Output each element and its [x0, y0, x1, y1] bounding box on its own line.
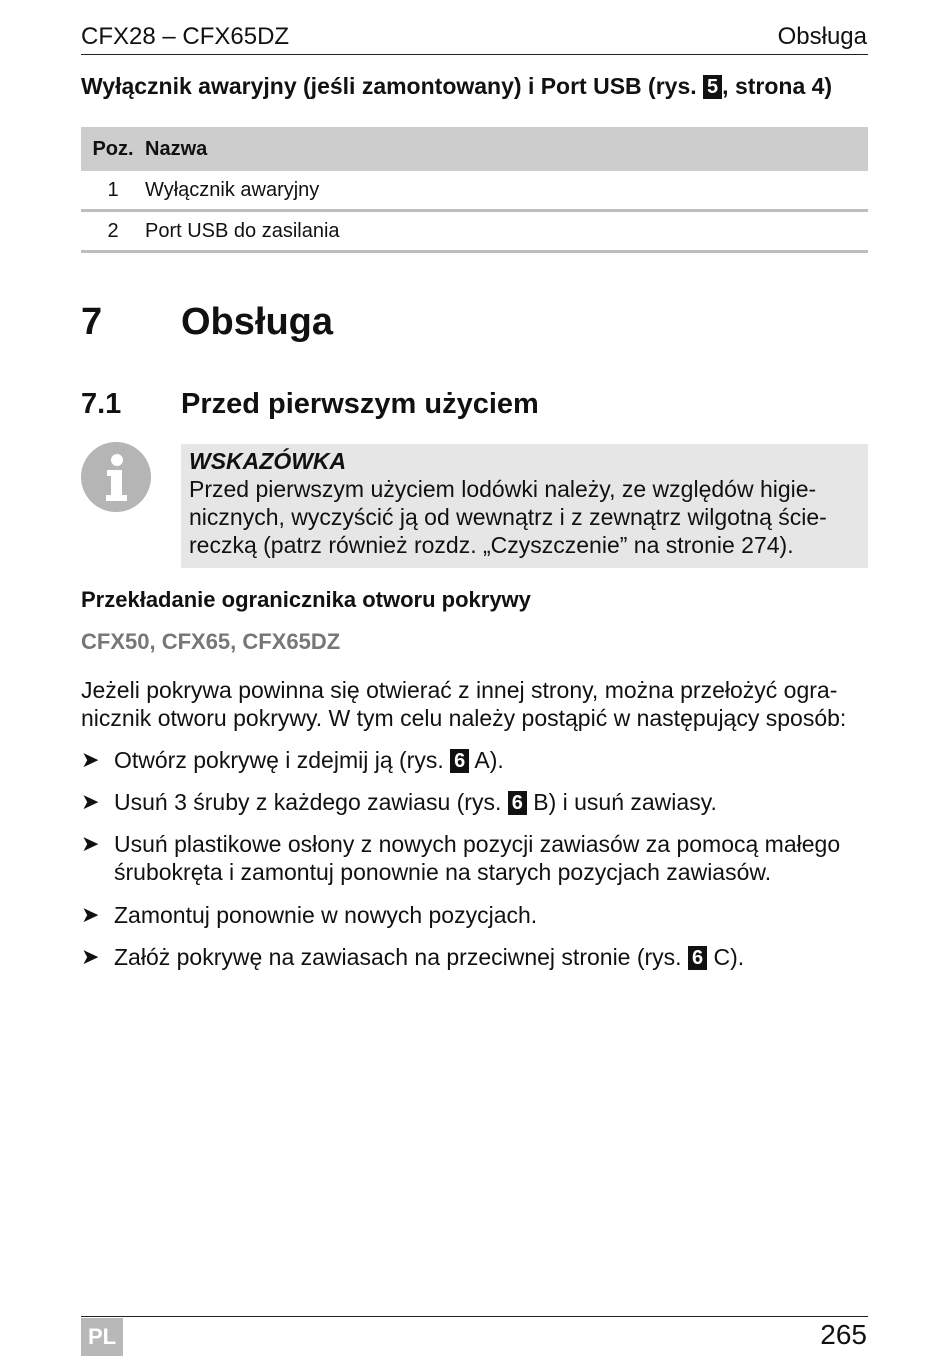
- applicable-models: CFX50, CFX65, CFX65DZ: [81, 629, 341, 654]
- step-arrow-icon: ➤: [81, 902, 100, 927]
- subsection-title: Przed pierwszym użyciem: [181, 388, 539, 420]
- step-arrow-icon: ➤: [81, 789, 100, 814]
- parts-table: [81, 127, 868, 253]
- col-header-pos: Poz.: [81, 127, 145, 171]
- caption-text-start: Wyłącznik awaryjny (jeśli zamontowany) i Port USB (rys.: [81, 73, 704, 99]
- intro-line: Jeżeli pokrywa powinna się otwierać z innej strony, można przełożyć ogra-: [81, 677, 838, 703]
- step-text: Usuń 3 śruby z każdego zawiasu (rys.: [114, 789, 508, 815]
- running-header-title: CFX28 – CFX65DZ: [81, 23, 290, 50]
- step-arrow-icon: ➤: [81, 747, 100, 772]
- procedure-heading: Przekładanie ogranicznika otworu pokrywy: [81, 587, 531, 612]
- table-header-row: [81, 127, 868, 171]
- cell-pos: 2: [81, 211, 145, 252]
- figure-ref-badge: 6: [688, 946, 707, 970]
- step-text: Załóż pokrywę na zawiasach na przeciwnej stronie (rys.: [114, 944, 688, 970]
- subsection-number: 7.1: [81, 388, 122, 420]
- info-icon: [81, 442, 151, 512]
- step-arrow-icon: ➤: [81, 831, 100, 856]
- note-line: reczką (patrz również rozdz. „Czyszczenie” na stronie 274).: [189, 532, 794, 558]
- figure-ref-badge: 6: [508, 791, 527, 815]
- col-header-name: Nazwa: [145, 127, 868, 171]
- table-row: [81, 171, 868, 211]
- page-number: 265: [820, 1319, 867, 1350]
- footer-rule: [81, 1316, 868, 1317]
- header-rule: [81, 54, 868, 55]
- note-line: Przed pierwszym użyciem lodówki należy, ze względów higie-: [189, 476, 817, 502]
- step-5: [114, 943, 744, 971]
- step-text: A).: [469, 747, 504, 773]
- step-1: [114, 746, 504, 774]
- step-3-line-2: śrubokręta i zamontuj ponownie na starych pozycjach zawiasów.: [114, 859, 772, 885]
- figure-ref-badge: 6: [450, 749, 469, 773]
- step-text: C).: [707, 944, 745, 970]
- cell-name: Port USB do zasilania: [145, 211, 868, 252]
- step-3-line-1: Usuń plastikowe osłony z nowych pozycji zawiasów za pomocą małego: [114, 831, 841, 857]
- note-line: nicznych, wyczyścić ją od wewnątrz i z zewnątrz wilgotną ście-: [189, 504, 827, 530]
- step-text: Otwórz pokrywę i zdejmij ją (rys.: [114, 747, 451, 773]
- intro-line: nicznik otworu pokrywy. W tym celu należy postąpić w następujący sposób:: [81, 705, 847, 731]
- step-arrow-icon: ➤: [81, 944, 100, 969]
- figure-ref-badge: 5: [703, 75, 722, 99]
- step-text: B) i usuń zawiasy.: [526, 789, 717, 815]
- step-4: Zamontuj ponownie w nowych pozycjach.: [114, 902, 538, 928]
- caption-text-end: , strona 4): [722, 73, 833, 99]
- note-title: WSKAZÓWKA: [189, 448, 347, 474]
- table-row: [81, 211, 868, 252]
- step-2: [114, 788, 717, 816]
- cell-name: Wyłącznik awaryjny: [145, 171, 868, 211]
- section-number: 7: [81, 301, 103, 343]
- running-header-section: Obsługa: [777, 23, 867, 50]
- section-title: Obsługa: [181, 301, 334, 343]
- cell-pos: 1: [81, 171, 145, 211]
- language-badge: PL: [81, 1318, 123, 1356]
- table-caption: [81, 71, 832, 101]
